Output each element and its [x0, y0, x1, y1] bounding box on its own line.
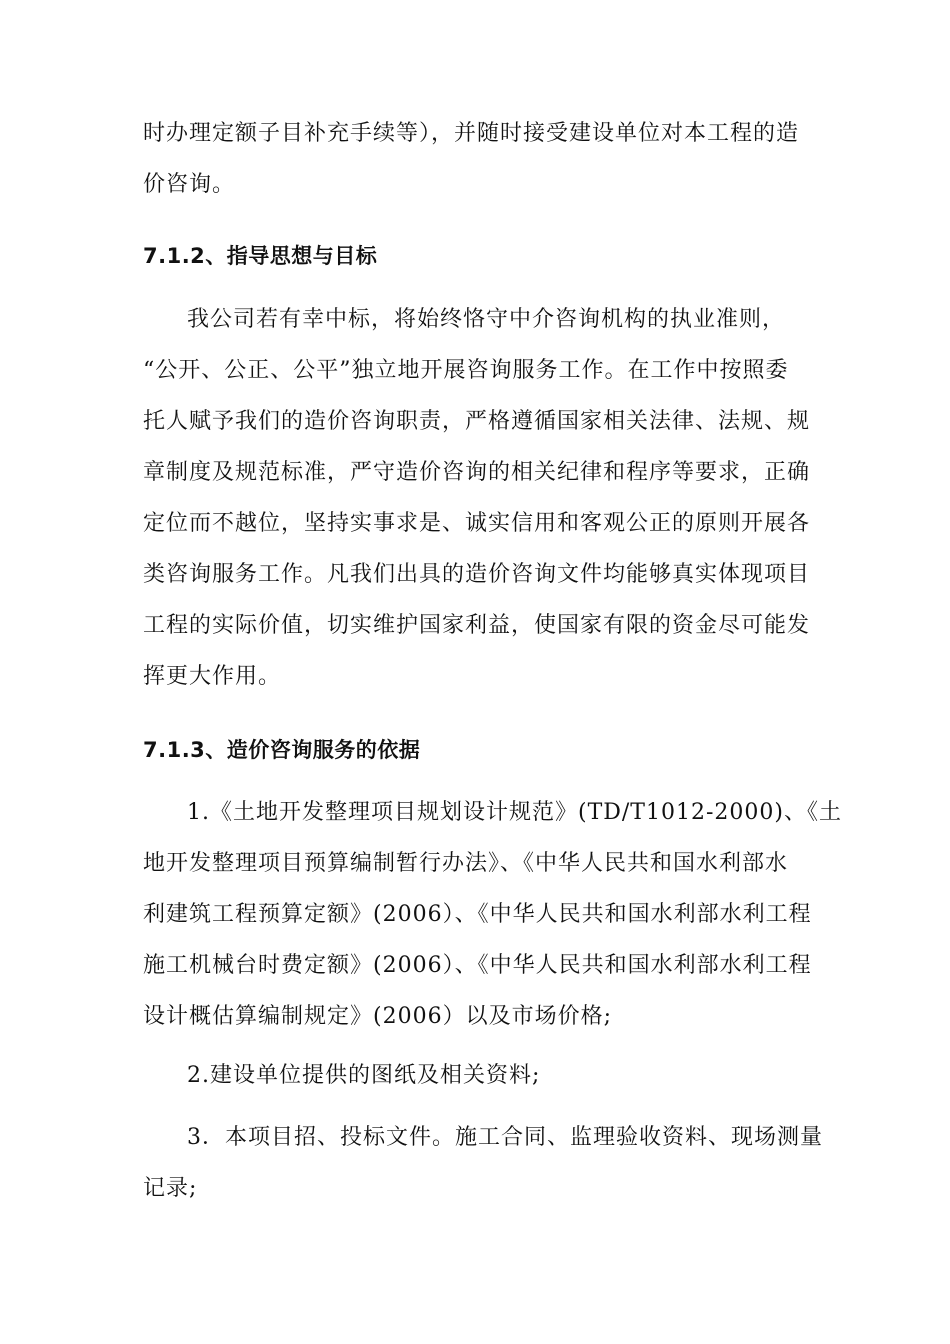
text-line: 我公司若有幸中标，将始终恪守中介咨询机构的执业准则，	[187, 307, 786, 332]
text-line: “公开、公正、公平”独立地开展咨询服务工作。在工作中按照委	[143, 358, 789, 383]
text-line: 价咨询。	[143, 172, 236, 197]
section-heading-7-1-3: 7.1.3、造价咨询服务的依据	[143, 738, 421, 762]
text-line: 挥更大作用。	[143, 664, 282, 689]
text-line: 托人赋予我们的造价咨询职责，严格遵循国家相关法律、法规、规	[143, 409, 811, 434]
basis-item-3	[143, 1112, 823, 1214]
basis-item-1	[143, 787, 842, 1042]
intro-paragraph	[143, 108, 808, 210]
basis-item-2	[143, 1050, 808, 1101]
text-line: 2.建设单位提供的图纸及相关资料;	[187, 1063, 541, 1088]
text-line: 工程的实际价值，切实维护国家利益，使国家有限的资金尽可能发	[143, 613, 811, 638]
text-line: 设计概估算编制规定》(2006）以及市场价格;	[143, 1004, 612, 1029]
text-line: 章制度及规范标准，严守造价咨询的相关纪律和程序等要求，正确	[143, 460, 811, 485]
text-line: 1.《土地开发整理项目规划设计规范》(TD/T1012-2000)、《土	[187, 800, 842, 825]
text-line: 利建筑工程预算定额》(2006）、《中华人民共和国水利部水利工程	[143, 902, 812, 927]
section-heading-7-1-2: 7.1.2、指导思想与目标	[143, 244, 378, 268]
text-line: 施工机械台时费定额》(2006）、《中华人民共和国水利部水利工程	[143, 953, 812, 978]
text-line: 时办理定额子目补充手续等），并随时接受建设单位对本工程的造	[143, 121, 800, 146]
text-line: 地开发整理项目预算编制暂行办法》、《中华人民共和国水利部水	[143, 851, 789, 876]
text-line: 3．本项目招、投标文件。施工合同、监理验收资料、现场测量	[187, 1125, 823, 1150]
text-line: 记录;	[143, 1176, 198, 1201]
text-line: 定位而不越位，坚持实事求是、诚实信用和客观公正的原则开展各	[143, 511, 811, 536]
text-line: 类咨询服务工作。凡我们出具的造价咨询文件均能够真实体现项目	[143, 562, 811, 587]
guiding-principles-paragraph	[143, 294, 811, 702]
